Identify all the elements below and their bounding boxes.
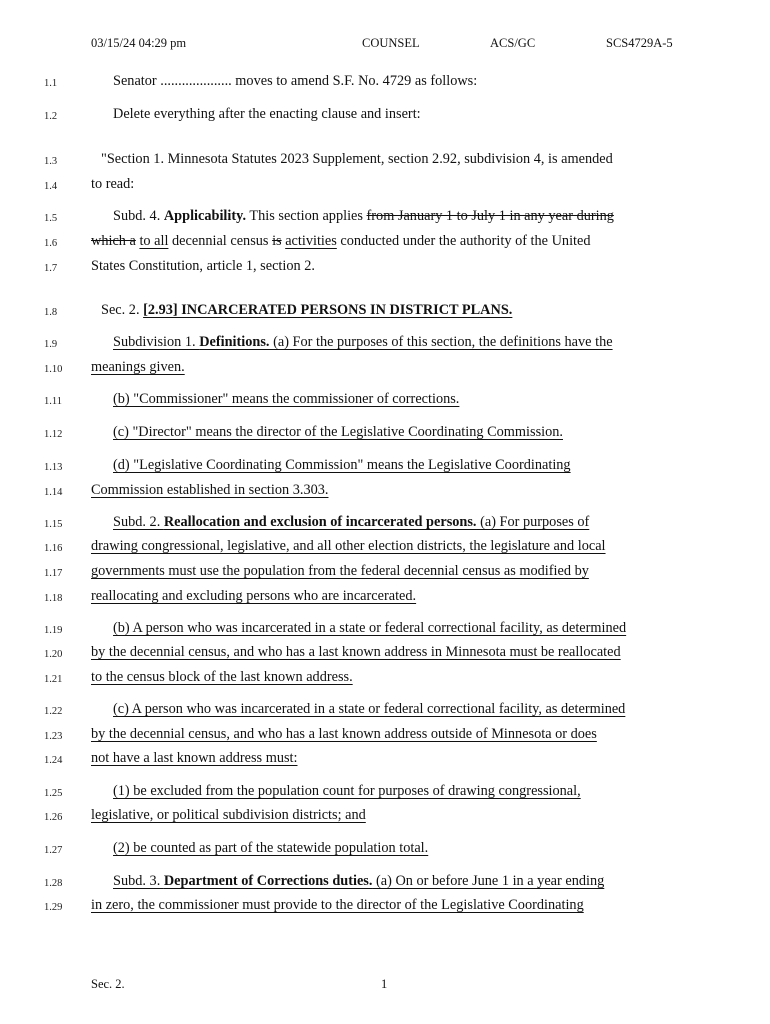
text-run: Subd. 4.	[113, 208, 164, 224]
inserted-text: Subd. 2.	[113, 514, 164, 530]
line-number: 1.13	[44, 462, 63, 473]
inserted-text: Subdivision 1.	[113, 334, 200, 350]
line-number: 1.7	[44, 263, 58, 274]
line-number: 1.10	[44, 364, 63, 375]
document-line	[0, 701, 770, 725]
document-line	[0, 391, 770, 415]
document-line	[0, 302, 770, 326]
document-line	[0, 726, 770, 750]
line-number: 1.6	[44, 238, 58, 249]
line-number: 1.15	[44, 519, 63, 530]
stricken-text: is	[272, 233, 282, 249]
line-number: 1.11	[44, 396, 62, 407]
inserted-text: by the decennial census, and who has a last known address in Minnesota must be reallocated	[91, 644, 621, 660]
footer-section: Sec. 2.	[91, 977, 125, 991]
line-text	[91, 783, 682, 800]
line-text	[91, 807, 682, 824]
header-office: COUNSEL	[362, 36, 420, 50]
line-number: 1.8	[44, 307, 58, 318]
document-line	[0, 176, 770, 200]
text-run: Senator .................... moves to amend S.F. No. 4729 as follows:	[113, 73, 478, 89]
text-run: Sec. 2.	[101, 302, 144, 318]
document-line	[0, 873, 770, 897]
line-number: 1.28	[44, 878, 63, 889]
line-number: 1.9	[44, 339, 58, 350]
line-text	[91, 233, 682, 250]
inserted-text: (b) "Commissioner" means the commissioner of corrections.	[113, 391, 460, 407]
document-line	[0, 783, 770, 807]
document-line	[0, 73, 770, 97]
line-text	[91, 302, 682, 319]
line-number: 1.20	[44, 649, 63, 660]
line-text	[91, 176, 682, 193]
document-line	[0, 258, 770, 282]
line-number: 1.29	[44, 902, 63, 913]
line-text	[91, 73, 682, 90]
line-text	[91, 457, 682, 474]
line-number: 1.1	[44, 78, 58, 89]
inserted-text: Subd. 3.	[113, 873, 164, 889]
line-text	[91, 701, 682, 718]
line-text	[91, 620, 682, 637]
inserted-text: (a) For purposes of	[476, 514, 590, 530]
text-run: Applicability.	[163, 208, 247, 224]
document-line	[0, 457, 770, 481]
inserted-text: legislative, or political subdivision districts; and	[91, 807, 366, 823]
document-line	[0, 669, 770, 693]
header-drafter: ACS/GC	[490, 36, 536, 50]
line-number: 1.12	[44, 429, 63, 440]
inserted-text: activities	[285, 233, 337, 249]
inserted-text: (c) "Director" means the director of the Legislative Coordinating Commission.	[113, 424, 563, 440]
text-run: "Section 1. Minnesota Statutes 2023 Supplement, section 2.92, subdivision 4, is amended	[101, 151, 613, 167]
line-text	[91, 538, 682, 555]
inserted-text: (a) For the purposes of this section, the definitions have the	[269, 334, 613, 350]
line-text	[91, 334, 682, 351]
line-number: 1.18	[44, 593, 63, 604]
line-text	[91, 106, 682, 123]
line-text	[91, 482, 682, 499]
inserted-text: reallocating and excluding persons who are incarcerated.	[91, 588, 417, 604]
inserted-text: Department of Corrections duties.	[163, 873, 373, 889]
line-text	[91, 258, 682, 275]
inserted-text: (2) be counted as part of the statewide population total.	[113, 840, 429, 856]
document-line	[0, 233, 770, 257]
line-text	[91, 840, 682, 857]
inserted-text: (c) A person who was incarcerated in a state or federal correctional facility, as determined	[113, 701, 626, 717]
line-text	[91, 644, 682, 661]
line-text	[91, 563, 682, 580]
inserted-text: not have a last known address must:	[91, 750, 298, 766]
line-number: 1.24	[44, 755, 63, 766]
inserted-text: (b) A person who was incarcerated in a state or federal correctional facility, as determined	[113, 620, 627, 636]
document-line	[0, 482, 770, 506]
page-number: 1	[381, 977, 388, 991]
line-text	[91, 873, 682, 890]
line-number: 1.2	[44, 111, 58, 122]
line-text	[91, 359, 682, 376]
inserted-text: governments must use the population from the federal decennial census as modified by	[91, 563, 589, 579]
text-run: to read:	[91, 176, 135, 192]
inserted-text: in zero, the commissioner must provide to the director of the Legislative Coordinating	[91, 897, 584, 913]
stricken-text: from January 1 to July 1 in any year during	[366, 208, 614, 224]
inserted-text: Reallocation and exclusion of incarcerated persons.	[163, 514, 477, 530]
document-line	[0, 514, 770, 538]
document-line	[0, 424, 770, 448]
inserted-text: (a) On or before June 1 in a year ending	[372, 873, 605, 889]
inserted-text: to the census block of the last known address.	[91, 669, 353, 685]
document-line	[0, 563, 770, 587]
line-text	[91, 669, 682, 686]
header-date: 03/15/24 04:29 pm	[91, 36, 187, 50]
inserted-text: [2.93] INCARCERATED PERSONS IN DISTRICT PLANS.	[143, 302, 513, 318]
line-text	[91, 208, 682, 225]
line-text	[91, 514, 682, 531]
line-text	[91, 588, 682, 605]
line-text	[91, 424, 682, 441]
line-number: 1.17	[44, 568, 63, 579]
document-line	[0, 840, 770, 864]
document-line	[0, 644, 770, 668]
inserted-text: by the decennial census, and who has a last known address outside of Minnesota or does	[91, 726, 597, 742]
line-number: 1.16	[44, 543, 63, 554]
line-text	[91, 391, 682, 408]
document-line	[0, 897, 770, 921]
line-number: 1.3	[44, 156, 58, 167]
line-number: 1.26	[44, 812, 63, 823]
inserted-text: drawing congressional, legislative, and all other election districts, the legislature and local	[91, 538, 606, 554]
line-text	[91, 726, 682, 743]
document-line	[0, 750, 770, 774]
document-line	[0, 538, 770, 562]
line-number: 1.5	[44, 213, 58, 224]
inserted-text: (d) "Legislative Coordinating Commission" means the Legislative Coordinating	[113, 457, 571, 473]
text-run: conducted under the authority of the United	[336, 233, 591, 249]
document-line	[0, 807, 770, 831]
inserted-text: (1) be excluded from the population count for purposes of drawing congressional,	[113, 783, 581, 799]
line-number: 1.25	[44, 788, 63, 799]
inserted-text: meanings given.	[91, 359, 185, 375]
line-number: 1.21	[44, 674, 63, 685]
document-line	[0, 208, 770, 232]
document-line	[0, 106, 770, 130]
stricken-text: which a	[91, 233, 136, 249]
document-line	[0, 620, 770, 644]
document-line	[0, 334, 770, 358]
document-line	[0, 588, 770, 612]
line-number: 1.23	[44, 731, 63, 742]
line-text	[91, 750, 682, 767]
document-line	[0, 151, 770, 175]
text-run: This section applies	[246, 208, 367, 224]
document-line	[0, 359, 770, 383]
text-run: States Constitution, article 1, section 2.	[91, 258, 315, 274]
line-number: 1.19	[44, 625, 63, 636]
inserted-text: to all	[139, 233, 169, 249]
line-number: 1.22	[44, 706, 63, 717]
line-text	[91, 151, 682, 168]
line-number: 1.4	[44, 181, 58, 192]
text-run: Delete everything after the enacting clause and insert:	[113, 106, 421, 122]
line-number: 1.14	[44, 487, 63, 498]
line-number: 1.27	[44, 845, 63, 856]
inserted-text: Definitions.	[199, 334, 270, 350]
header-doc-id: SCS4729A-5	[606, 36, 673, 50]
line-text	[91, 897, 682, 914]
inserted-text: Commission established in section 3.303.	[91, 482, 329, 498]
text-run: decennial census	[168, 233, 273, 249]
